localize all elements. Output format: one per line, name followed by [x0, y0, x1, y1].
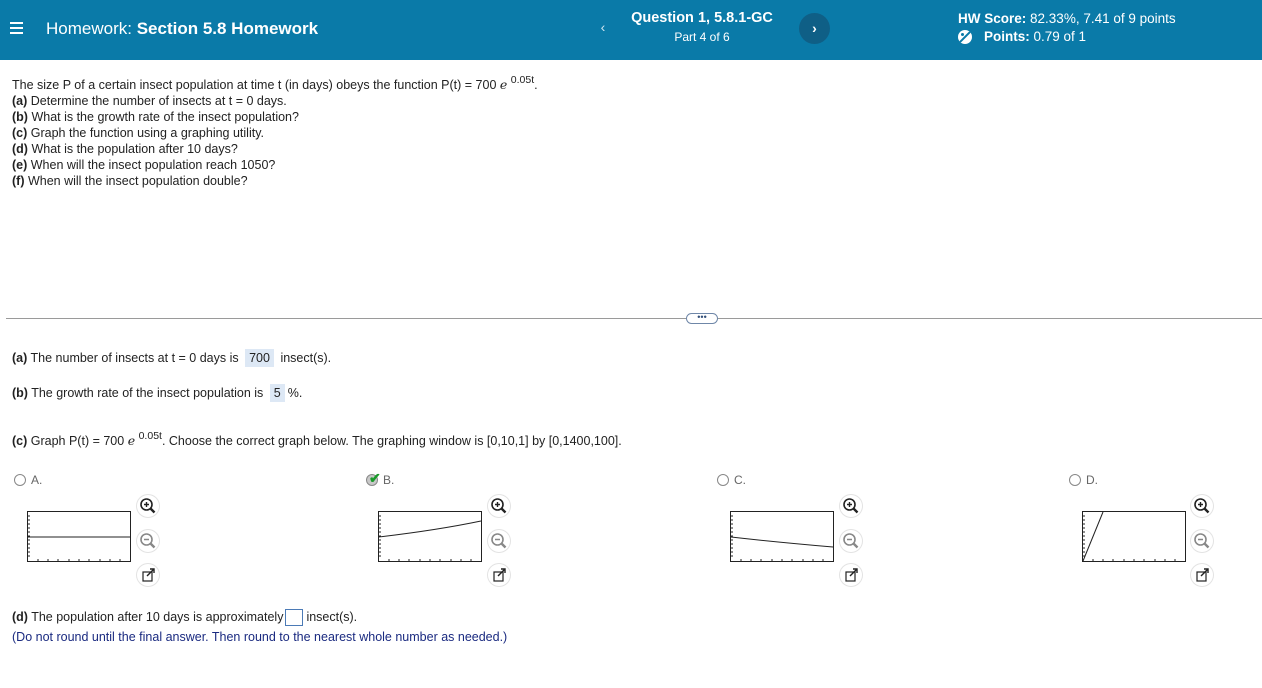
homework-title	[46, 19, 318, 39]
expand-button[interactable]: •••	[686, 313, 718, 324]
section-divider	[6, 318, 1262, 319]
option-letter: D.	[1086, 473, 1098, 487]
graph-option-b	[378, 511, 482, 562]
problem-part-e	[12, 157, 632, 173]
option-letter: B.	[383, 473, 395, 487]
answer-unit: insect(s).	[306, 609, 358, 624]
problem-part-c	[12, 125, 632, 141]
problem-part-a	[12, 93, 632, 109]
zoom-out-icon[interactable]	[1191, 530, 1213, 552]
answer-unit: insect(s).	[280, 351, 332, 365]
points-label: Points:	[984, 29, 1030, 44]
hw-score-value: 82.33%, 7.41 of 9 points	[1030, 11, 1176, 26]
next-question-button[interactable]	[799, 13, 830, 44]
answer-a	[12, 349, 331, 367]
answer-text: Graph P(t) = 700	[27, 434, 125, 448]
part-text: When will the insect population double?	[24, 174, 248, 188]
part-label: (e)	[12, 158, 28, 172]
open-external-icon[interactable]	[840, 564, 862, 586]
answer-text: . Choose the correct graph below. The graphing window is [0,10,1] by [0,1400,100].	[161, 434, 622, 448]
problem-part-f	[12, 173, 632, 189]
zoom-out-icon[interactable]	[840, 530, 862, 552]
option-d-radio[interactable]	[1069, 474, 1081, 486]
answer-d-input[interactable]	[285, 609, 303, 626]
chevron-right-icon: ›	[812, 20, 817, 36]
zoom-out-icon[interactable]	[488, 530, 510, 552]
chevron-left-icon: ‹	[600, 19, 606, 35]
option-c-radio[interactable]	[717, 474, 729, 486]
part-label: (c)	[12, 126, 28, 140]
option-a-radio[interactable]	[14, 474, 26, 486]
answer-text: The number of insects at t = 0 days is	[27, 351, 239, 365]
answer-label: (b)	[12, 386, 28, 400]
part-label: (f)	[12, 174, 25, 188]
part-label: (b)	[12, 110, 28, 124]
zoom-in-icon[interactable]	[137, 495, 159, 517]
graph-option-c	[730, 511, 834, 562]
partial-credit-icon	[958, 30, 972, 44]
problem-intro-text: The size P of a certain insect population at time t (in days) obeys the function P(t) = 700	[12, 78, 497, 92]
problem-part-d	[12, 141, 632, 157]
zoom-in-icon[interactable]	[840, 495, 862, 517]
open-external-icon[interactable]	[488, 564, 510, 586]
answer-text: The growth rate of the insect population is	[27, 386, 264, 400]
problem-intro	[12, 72, 632, 93]
part-text: What is the population after 10 days?	[27, 142, 238, 156]
graph-option-d	[1082, 511, 1186, 562]
zoom-in-icon[interactable]	[488, 495, 510, 517]
zoom-out-icon[interactable]	[137, 530, 159, 552]
open-external-icon[interactable]	[1191, 564, 1213, 586]
answer-b	[12, 384, 302, 402]
euler-e: e	[127, 433, 136, 448]
part-text: Determine the number of insects at t = 0 days.	[27, 94, 287, 108]
course-label: Homework:	[46, 19, 132, 38]
part-label: (d)	[12, 142, 28, 156]
previous-question-button[interactable]	[588, 12, 618, 42]
option-d[interactable]	[1069, 473, 1098, 487]
problem-statement	[12, 72, 632, 189]
section-title: Section 5.8 Homework	[136, 19, 319, 38]
answer-b-value[interactable]: 5	[270, 384, 285, 402]
answer-d	[12, 609, 357, 626]
hw-score-label: HW Score:	[958, 11, 1027, 26]
part-text: When will the insect population reach 1050?	[27, 158, 276, 172]
answer-label: (c)	[12, 434, 28, 448]
question-title: Question 1, 5.8.1-GC	[631, 10, 773, 26]
option-letter: A.	[31, 473, 43, 487]
rounding-note: (Do not round until the final answer. Then round to the nearest whole number as needed.)	[12, 630, 508, 644]
checkmark-icon: ✔	[369, 470, 381, 486]
part-text: Graph the function using a graphing utility.	[27, 126, 264, 140]
menu-icon[interactable]	[10, 22, 23, 34]
top-header	[0, 0, 1262, 60]
option-c[interactable]	[717, 473, 746, 487]
euler-e: e	[499, 77, 508, 92]
part-text: What is the growth rate of the insect population?	[27, 110, 299, 124]
graph-option-a	[27, 511, 131, 562]
open-external-icon[interactable]	[137, 564, 159, 586]
part-label: (a)	[12, 94, 28, 108]
option-b[interactable]	[366, 470, 395, 487]
hw-score	[958, 11, 1176, 26]
answer-text: The population after 10 days is approximately	[27, 609, 284, 624]
option-a[interactable]	[14, 473, 42, 487]
exponent: 0.05t	[138, 430, 162, 442]
problem-part-b	[12, 109, 632, 125]
question-part: Part 4 of 6	[674, 30, 730, 44]
period: .	[534, 78, 538, 92]
answer-unit: %.	[287, 386, 303, 400]
points-value: 0.79 of 1	[1033, 29, 1087, 44]
answer-c	[12, 430, 622, 448]
answer-a-value[interactable]: 700	[245, 349, 274, 367]
zoom-in-icon[interactable]	[1191, 495, 1213, 517]
option-b-radio[interactable]	[366, 470, 381, 486]
exponent: 0.05t	[510, 74, 535, 86]
question-points	[958, 29, 1086, 44]
answer-label: (d)	[12, 609, 28, 624]
answer-label: (a)	[12, 351, 28, 365]
option-letter: C.	[734, 473, 746, 487]
